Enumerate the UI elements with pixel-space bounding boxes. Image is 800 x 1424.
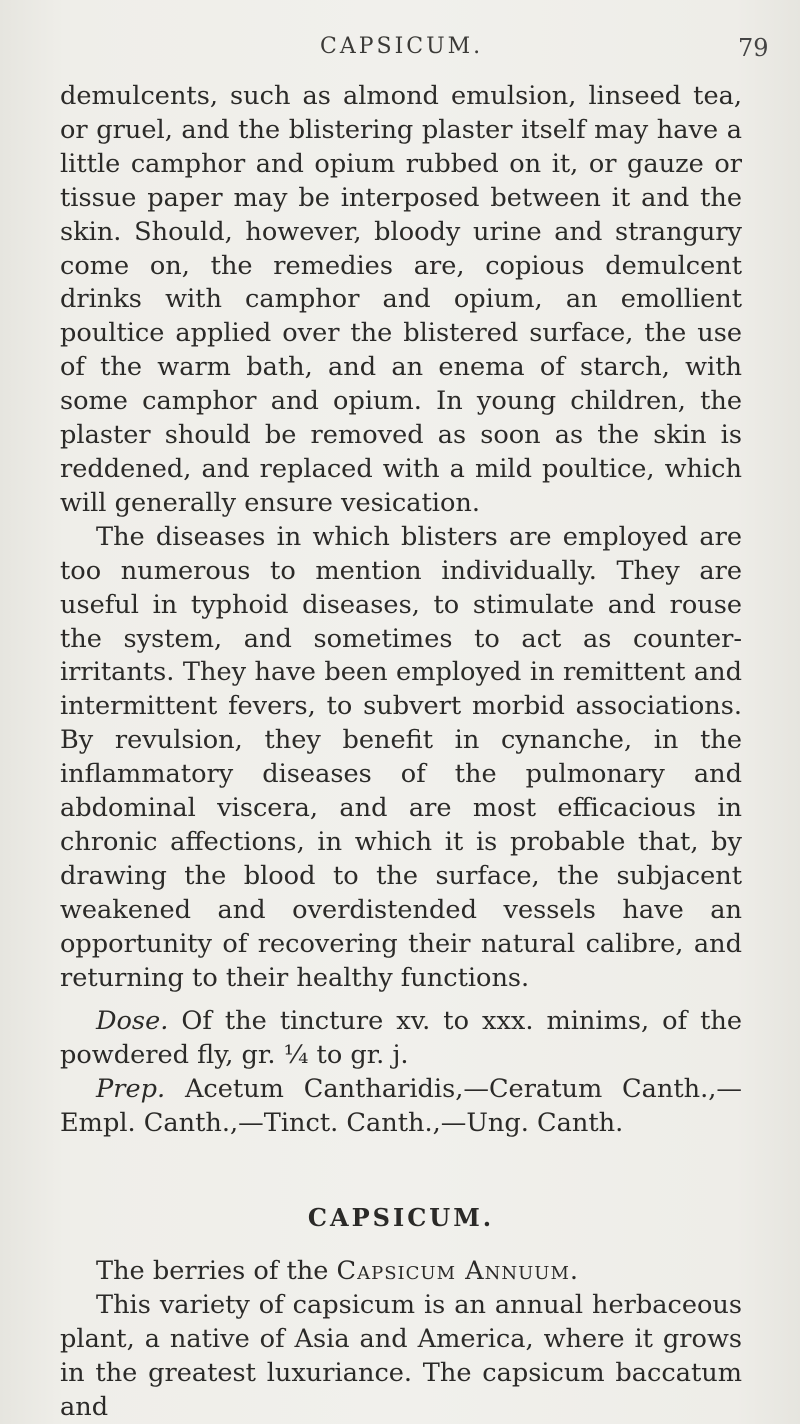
paragraph-continuation: demulcents, such as almond emulsion, linseed tea, or gruel, and the blistering plaster itself may have a little camphor and opium rubbed on it, or gauze or tissue paper may be interposed between it and the skin. Should, however, bloody urine and strangury come on, the remedies are, copious demulcent drinks with camphor and opium, an emollient poultice applied over the blistered surface, the use of the warm bath, and an enema of starch, with some camphor and opium. In young children, the plaster should be removed as soon as the skin is reddened, and replaced with a mild poultice, which will generally ensure vesication. <box>60 81 742 518</box>
paragraph-capsicum-description: This variety of capsicum is an annual herbaceous plant, a native of Asia and America, where it grows in the greatest luxuriance. The capsicum baccatum and <box>60 1290 742 1422</box>
dose-label: Dose. <box>96 1006 169 1037</box>
paragraph-blister-uses: The diseases in which blisters are employed are too numerous to mention individually. They are useful in typhoid diseases, to stimulate and rouse the system, and sometimes to act as counter-irritants. They have been employed in remittent and intermittent fevers, to subvert morbid associations. By revulsion, they benefit in cynanche, in the inflammatory diseases of the pulmonary and abdominal viscera, and are most efficacious in chronic affections, in which it is probable that, by drawing the blood to the surface, the subjacent weakened and overdistended vessels have an opportunity of recovering their natural calibre, and returning to their healthy functions. <box>60 521 742 993</box>
source-line-prefix: The berries of the <box>96 1256 329 1287</box>
page-number: 79 <box>738 34 769 62</box>
prep-paragraph <box>60 1073 742 1141</box>
prep-text: Acetum Cantharidis,—Ceratum Canth.,—Empl. Canth.,—Tinct. Canth.,—Ung. Canth. <box>60 1074 743 1139</box>
dose-text: Of the tincture xv. to xxx. minims, of the powdered fly, gr. ¼ to gr. j. <box>60 1006 742 1071</box>
dose-paragraph <box>60 1005 742 1073</box>
species-name: Capsicum Annuum. <box>336 1256 580 1287</box>
section-heading: CAPSICUM. <box>307 1203 495 1233</box>
body-text <box>60 80 742 1424</box>
running-title: CAPSICUM. <box>320 34 484 59</box>
source-line <box>60 1255 742 1289</box>
running-head <box>0 34 800 68</box>
prep-label: Prep. <box>96 1074 166 1105</box>
